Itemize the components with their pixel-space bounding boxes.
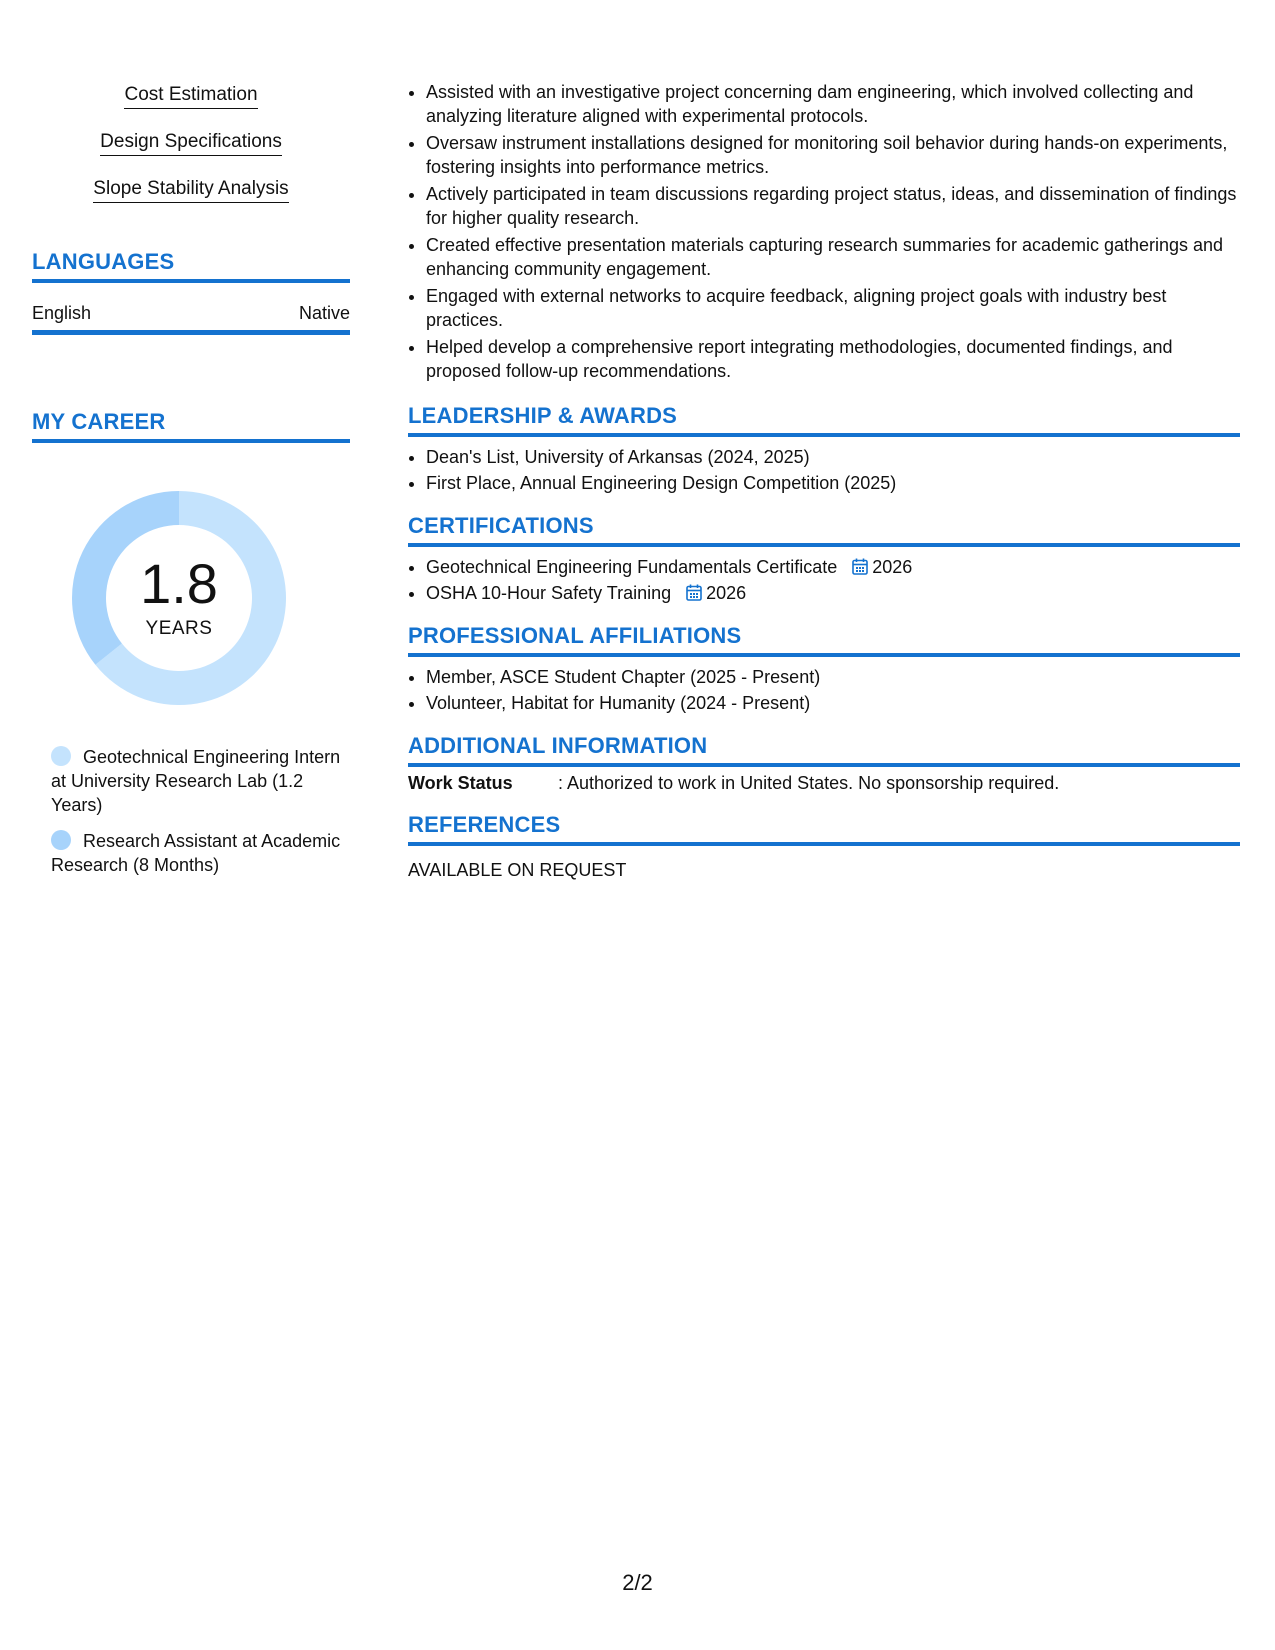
list-item: • Oversaw instrument installations designed for monitoring soil behavior during hands-on experiments, fostering insights into performance metrics. [426, 131, 1240, 179]
additional-section [408, 733, 1240, 794]
affiliations-section [408, 623, 1240, 715]
list-item: • Created effective presentation materials capturing research summaries for academic gatherings and enhancing community engagement. [426, 233, 1240, 281]
page-number: 2/2 [622, 1570, 653, 1595]
work-status-value: : Authorized to work in United States. No sponsorship required. [558, 773, 1060, 793]
references-text: AVAILABLE ON REQUEST [408, 860, 627, 880]
left-column [32, 0, 350, 889]
calendar-icon [852, 558, 868, 575]
work-status-label: Work Status [408, 773, 513, 793]
skill-item: Cost Estimation [32, 84, 350, 109]
career-legend [32, 745, 350, 877]
career-total-years: 1.8 [140, 552, 218, 615]
languages-heading: LANGUAGES [32, 249, 350, 283]
list-item: • Actively participated in team discussions regarding project status, ideas, and dissemination of findings for higher quality research. [426, 182, 1240, 230]
cert-year: 2026 [872, 557, 913, 577]
references-section [408, 812, 1240, 881]
skills-list [32, 84, 350, 203]
career-heading: MY CAREER [32, 409, 350, 443]
cert-year: 2026 [706, 583, 747, 603]
languages-section [32, 249, 350, 335]
calendar-icon [686, 584, 702, 601]
list-item: • Dean's List, University of Arkansas (2024, 2025) [426, 445, 1240, 469]
language-name: English [32, 303, 92, 323]
experience-bullets [408, 80, 1240, 383]
career-unit: YEARS [145, 618, 213, 639]
additional-heading: ADDITIONAL INFORMATION [408, 733, 1240, 767]
affiliations-heading: PROFESSIONAL AFFILIATIONS [408, 623, 1240, 657]
legend-item: Geotechnical Engineering Intern at University Research Lab (1.2 Years) [51, 747, 341, 815]
list-item: • Member, ASCE Student Chapter (2025 - Present) [426, 665, 1240, 689]
list-item: • Volunteer, Habitat for Humanity (2024 - Present) [426, 691, 1240, 715]
legend-dot-icon [51, 830, 71, 850]
references-heading: REFERENCES [408, 812, 1240, 846]
list-item: • Helped develop a comprehensive report integrating methodologies, documented findings, and proposed follow-up recommendations. [426, 335, 1240, 383]
list-item: • Geotechnical Engineering Fundamentals Certificate 2026 [426, 555, 1240, 579]
language-level: Native [298, 303, 350, 323]
donut-center [66, 485, 292, 711]
skill-item: Design Specifications [32, 131, 350, 156]
certifications-section [408, 513, 1240, 605]
legend-dot-icon [51, 746, 71, 766]
list-item: • Assisted with an investigative project concerning dam engineering, which involved collecting and analyzing literature aligned with experimental protocols. [426, 80, 1240, 128]
list-item: • Engaged with external networks to acquire feedback, aligning project goals with industry best practices. [426, 284, 1240, 332]
skill-item: Slope Stability Analysis [32, 178, 350, 203]
career-section [32, 409, 350, 877]
right-column [408, 0, 1240, 881]
leadership-section [408, 403, 1240, 495]
work-status-row [408, 773, 1240, 794]
list-item: • OSHA 10-Hour Safety Training 2026 [426, 581, 1240, 605]
language-row [32, 293, 350, 335]
leadership-heading: LEADERSHIP & AWARDS [408, 403, 1240, 437]
career-donut-chart [66, 485, 292, 711]
legend-item: Research Assistant at Academic Research (8 Months) [51, 831, 341, 875]
list-item: • First Place, Annual Engineering Design Competition (2025) [426, 471, 1240, 495]
certifications-heading: CERTIFICATIONS [408, 513, 1240, 547]
